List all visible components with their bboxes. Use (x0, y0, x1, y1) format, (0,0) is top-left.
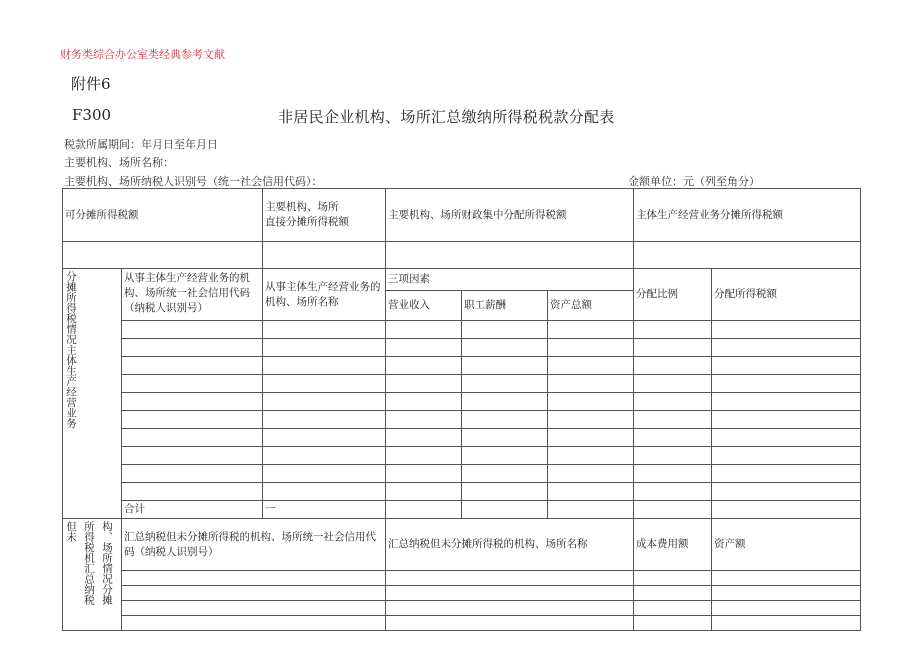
section1-side-label (63, 269, 122, 519)
table-row (63, 357, 861, 375)
cell[interactable] (634, 321, 712, 339)
table-row (63, 393, 861, 411)
table-row (63, 411, 861, 429)
cell[interactable] (263, 465, 386, 483)
cell[interactable] (122, 339, 263, 357)
col-three-factors: 三项因素 (386, 269, 634, 291)
value-fiscal-central[interactable] (386, 242, 634, 269)
cell[interactable] (122, 586, 386, 601)
top-value-row (63, 242, 861, 269)
cell[interactable] (122, 375, 263, 393)
table-row (63, 321, 861, 339)
cell[interactable] (634, 465, 712, 483)
cell[interactable] (712, 571, 861, 586)
col-business-name: 从事主体生产经营业务的机构、场所名称 (263, 269, 386, 321)
section1-side-text: 分摊所得税情况主体生产经营业务 (65, 271, 77, 429)
cell[interactable] (634, 393, 712, 411)
cell[interactable] (386, 586, 634, 601)
cell[interactable] (712, 447, 861, 465)
cell[interactable] (386, 411, 462, 429)
main-org-tax-id: 主要机构、场所纳税人识别号（统一社会信用代码）： (64, 175, 323, 188)
cell[interactable] (634, 483, 712, 501)
amount-unit: 金额单位：元（列至角分） (628, 175, 760, 188)
cell[interactable] (122, 483, 263, 501)
cell[interactable] (548, 429, 634, 447)
cell[interactable] (634, 411, 712, 429)
cell[interactable] (634, 447, 712, 465)
cell[interactable] (712, 501, 861, 519)
cell[interactable] (712, 393, 861, 411)
cell[interactable] (634, 429, 712, 447)
table-row (63, 616, 861, 631)
cell[interactable] (263, 411, 386, 429)
cell[interactable] (712, 465, 861, 483)
cell[interactable] (122, 357, 263, 375)
cell[interactable] (548, 465, 634, 483)
col-ratio: 分配比例 (634, 269, 712, 321)
cell[interactable] (462, 411, 548, 429)
cell[interactable] (712, 586, 861, 601)
cell[interactable] (712, 429, 861, 447)
cell[interactable] (386, 571, 634, 586)
cell[interactable] (122, 571, 386, 586)
cell[interactable] (712, 601, 861, 616)
cell[interactable] (386, 601, 634, 616)
table-row (63, 339, 861, 357)
col-salary: 职工薪酬 (462, 291, 548, 321)
value-main-direct[interactable] (263, 242, 386, 269)
cell[interactable] (548, 375, 634, 393)
col-allocated-tax: 分配所得税额 (712, 269, 861, 321)
cell[interactable] (634, 571, 712, 586)
section2-header-row (63, 519, 861, 571)
cell[interactable] (263, 375, 386, 393)
header-fiscal-central: 主要机构、场所财政集中分配所得税额 (386, 189, 634, 242)
cell[interactable] (386, 429, 462, 447)
cell[interactable] (634, 616, 712, 631)
cell[interactable] (386, 483, 462, 501)
section2-side-label (63, 519, 122, 631)
cell[interactable] (634, 339, 712, 357)
table-row (63, 465, 861, 483)
tax-period: 税款所属期间：年月日至年月日 (64, 138, 218, 151)
table-row (63, 447, 861, 465)
cell[interactable] (462, 483, 548, 501)
section2-side-text-c: 构、场所情况分摊 (101, 521, 113, 605)
total-name-dash: 一 (263, 501, 386, 519)
cell[interactable] (386, 447, 462, 465)
cell[interactable] (263, 447, 386, 465)
table-row (63, 429, 861, 447)
cell[interactable] (712, 321, 861, 339)
cell[interactable] (122, 429, 263, 447)
value-main-business-total[interactable] (634, 242, 861, 269)
cell[interactable] (462, 357, 548, 375)
watermark-text: 财务类综合办公室类经典参考文献 (60, 48, 225, 61)
cell[interactable] (386, 339, 462, 357)
cell[interactable] (462, 339, 548, 357)
cell[interactable] (634, 501, 712, 519)
section1-header-row (63, 269, 861, 291)
page-title: 非居民企业机构、场所汇总缴纳所得税税款分配表 (278, 108, 615, 126)
col-unallocated-tax-id: 汇总纳税但未分摊所得税的机构、场所统一社会信用代码（纳税人识别号） (122, 519, 386, 571)
cell[interactable] (462, 393, 548, 411)
header-distributable-tax: 可分摊所得税额 (63, 189, 263, 242)
cell[interactable] (122, 465, 263, 483)
value-distributable-tax[interactable] (63, 242, 263, 269)
cell[interactable] (263, 321, 386, 339)
table-row (63, 571, 861, 586)
col-revenue: 营业收入 (386, 291, 462, 321)
col-cost: 成本费用额 (634, 519, 712, 571)
cell[interactable] (263, 357, 386, 375)
table-row (63, 483, 861, 501)
cell[interactable] (122, 393, 263, 411)
table-row (63, 601, 861, 616)
cell[interactable] (548, 501, 634, 519)
cell[interactable] (462, 429, 548, 447)
cell[interactable] (386, 465, 462, 483)
cell[interactable] (712, 357, 861, 375)
cell[interactable] (386, 375, 462, 393)
cell[interactable] (548, 339, 634, 357)
cell[interactable] (386, 321, 462, 339)
section2-side-text-a: 但未 (65, 521, 77, 542)
cell[interactable] (462, 501, 548, 519)
col-total-assets: 资产总额 (548, 291, 634, 321)
cell[interactable] (263, 393, 386, 411)
allocation-table (62, 188, 861, 631)
cell[interactable] (263, 483, 386, 501)
main-org-name: 主要机构、场所名称： (64, 156, 174, 169)
top-header-row (63, 189, 861, 242)
cell[interactable] (386, 393, 462, 411)
cell[interactable] (712, 375, 861, 393)
cell[interactable] (548, 483, 634, 501)
header-main-business-total: 主体生产经营业务分摊所得税额 (634, 189, 861, 242)
col-assets: 资产额 (712, 519, 861, 571)
section2-side-text-b: 所得税机汇总纳税 (83, 521, 95, 605)
cell[interactable] (712, 616, 861, 631)
col-unallocated-name: 汇总纳税但未分摊所得税的机构、场所名称 (386, 519, 634, 571)
cell[interactable] (634, 586, 712, 601)
cell[interactable] (548, 393, 634, 411)
cell[interactable] (712, 483, 861, 501)
cell[interactable] (462, 465, 548, 483)
cell[interactable] (122, 447, 263, 465)
cell[interactable] (263, 339, 386, 357)
cell[interactable] (386, 357, 462, 375)
annex-label: 附件6 (71, 75, 111, 93)
total-row (63, 501, 861, 519)
col-business-tax-id: 从事主体生产经营业务的机构、场所统一社会信用代码（纳税人识别号） (122, 269, 263, 321)
cell[interactable] (548, 321, 634, 339)
cell[interactable] (122, 616, 386, 631)
cell[interactable] (386, 616, 634, 631)
cell[interactable] (548, 357, 634, 375)
cell[interactable] (122, 411, 263, 429)
cell[interactable] (634, 601, 712, 616)
cell[interactable] (462, 375, 548, 393)
header-main-direct: 主要机构、场所 直接分摊所得税额 (263, 189, 386, 242)
cell[interactable] (462, 447, 548, 465)
cell[interactable] (122, 601, 386, 616)
cell[interactable] (386, 501, 462, 519)
cell[interactable] (634, 375, 712, 393)
form-code: F300 (72, 106, 112, 124)
cell[interactable] (263, 429, 386, 447)
cell[interactable] (548, 447, 634, 465)
cell[interactable] (462, 321, 548, 339)
table-row (63, 375, 861, 393)
cell[interactable] (712, 339, 861, 357)
cell[interactable] (122, 321, 263, 339)
cell[interactable] (548, 411, 634, 429)
cell[interactable] (712, 411, 861, 429)
cell[interactable] (634, 357, 712, 375)
table-row (63, 586, 861, 601)
total-label: 合计 (122, 501, 263, 519)
